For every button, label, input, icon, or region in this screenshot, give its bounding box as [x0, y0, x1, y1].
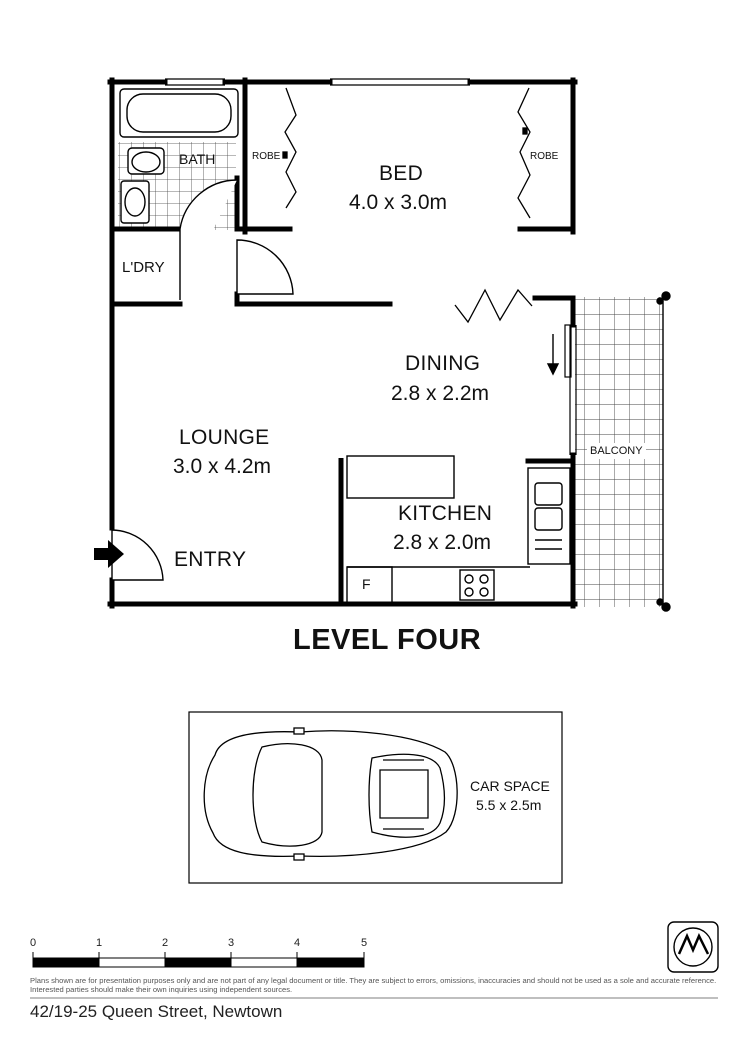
laundry-label: L'DRY	[122, 259, 165, 276]
scale-tick-0: 0	[30, 937, 37, 949]
kitchen-label: KITCHEN	[398, 502, 493, 525]
car-icon	[204, 728, 457, 860]
level-title: LEVEL FOUR	[293, 624, 482, 656]
robe-left-label: ROBE	[252, 151, 281, 162]
scale-bar	[33, 952, 364, 967]
lounge-dimensions: 3.0 x 4.2m	[173, 455, 272, 478]
down-arrow-icon	[548, 334, 558, 374]
dining-label: DINING	[405, 352, 481, 375]
dining-dimensions: 2.8 x 2.2m	[391, 382, 490, 405]
fridge-label: F	[362, 576, 371, 592]
scale-tick-2: 2	[162, 937, 169, 949]
scale-tick-5: 5	[361, 937, 368, 949]
bed-dimensions: 4.0 x 3.0m	[349, 191, 448, 214]
entry-label: ENTRY	[174, 548, 247, 571]
car-space-dimensions: 5.5 x 2.5m	[476, 797, 542, 813]
bath-label: BATH	[179, 151, 216, 167]
lounge-label: LOUNGE	[179, 426, 270, 449]
kitchen-dimensions: 2.8 x 2.0m	[393, 531, 492, 554]
north-arrow-icon	[668, 922, 718, 972]
disclaimer-text: Plans shown are for presentation purposes only and are not part of any legal document or title. They are subject to errors, omissions, inaccuracies and should not be used as a sole and accurate reference. Interested parties should make their own inquiries using independent sources.	[30, 976, 717, 994]
car-space-label: CAR SPACE	[470, 778, 550, 794]
doors	[112, 180, 293, 580]
balcony-label: BALCONY	[587, 443, 646, 459]
bed-label: BED	[379, 162, 424, 185]
kitchen-fixtures	[341, 456, 570, 604]
scale-tick-3: 3	[228, 937, 235, 949]
property-address: 42/19-25 Queen Street, Newtown	[30, 1002, 283, 1021]
robe-right-label: ROBE	[530, 151, 559, 162]
scale-tick-1: 1	[96, 937, 103, 949]
scale-tick-4: 4	[294, 937, 301, 949]
